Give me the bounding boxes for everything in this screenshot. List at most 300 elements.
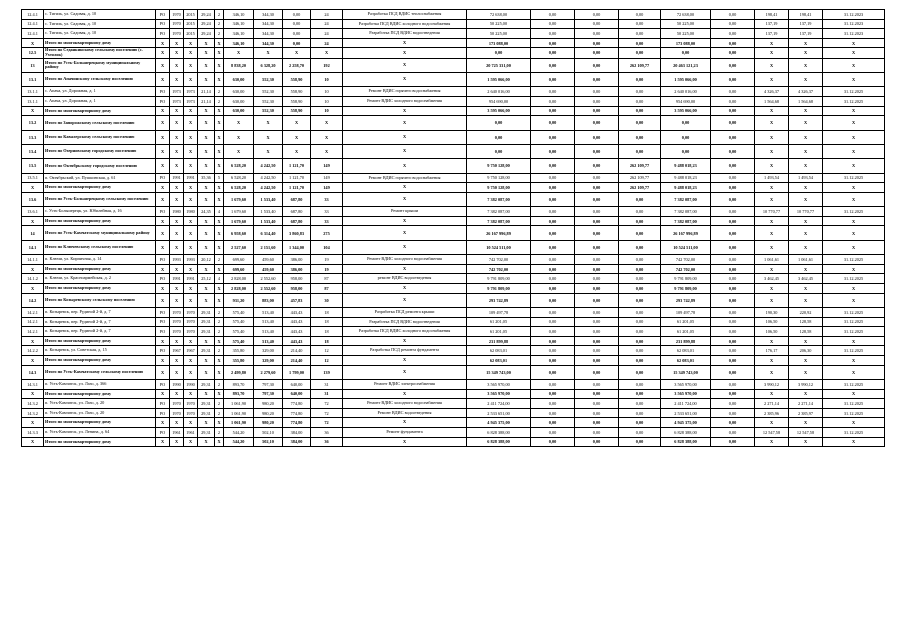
cell-wear-percent: X xyxy=(198,355,215,365)
cell-other-funds: 0,00 xyxy=(711,106,755,116)
cell-work-type: X xyxy=(343,38,467,48)
cell-row-number: 12.5 xyxy=(22,48,44,58)
cell-work-type: X xyxy=(343,293,467,307)
cell-owner-funds: 231 899,88 xyxy=(661,336,711,346)
cell-max-unit-cost: 206,30 xyxy=(789,346,823,356)
cell-floors: X xyxy=(215,355,224,365)
cell-residents: 18 xyxy=(311,327,343,337)
cell-living-area: X xyxy=(254,48,283,58)
cell-living-area: 1 533,40 xyxy=(254,216,283,226)
cell-unit-cost: X xyxy=(755,284,789,294)
cell-other-funds: 0,00 xyxy=(711,240,755,254)
subtotal-row xyxy=(22,240,885,254)
cell-local-funds: 0,00 xyxy=(619,389,661,399)
cell-address: Итого по Усть-Большерецкому сельскому поселению xyxy=(44,192,156,206)
cell-address: п. Козыревск, ул. Советская, д. 15 xyxy=(44,346,156,356)
cell-deadline: X xyxy=(823,437,885,447)
cell-row-number: 13.4 xyxy=(22,144,44,158)
cell-category: X xyxy=(156,365,170,379)
cell-other-area: 1 344,00 xyxy=(283,240,311,254)
cell-address: п. Усть-Камчатск, ул. Лазо, д. 20 xyxy=(44,408,156,418)
cell-row-number: 12.4.1 xyxy=(22,29,44,39)
cell-total-cost: 293 742,89 xyxy=(467,293,531,307)
cell-year-repair: 1970 xyxy=(184,408,198,418)
cell-work-type: X xyxy=(343,418,467,428)
cell-other-funds: 0,00 xyxy=(711,327,755,337)
cell-floors: 2 xyxy=(215,19,224,29)
cell-total-area: 630,00 xyxy=(224,87,254,97)
table-row xyxy=(22,173,885,183)
cell-residents: 24 xyxy=(311,29,343,39)
cell-max-unit-cost: X xyxy=(789,183,823,193)
cell-regional-funds: 0,00 xyxy=(575,274,619,284)
cell-floors: X xyxy=(215,183,224,193)
cell-unit-cost: 10 770,77 xyxy=(755,207,789,217)
cell-total-cost: 7 382 087,00 xyxy=(467,216,531,226)
cell-total-cost: 9 750 128,00 xyxy=(467,159,531,173)
cell-other-area: 0,00 xyxy=(283,19,311,29)
cell-floors: 2 xyxy=(215,87,224,97)
cell-residents: 149 xyxy=(311,159,343,173)
cell-other-area: X xyxy=(283,48,311,58)
cell-unit-cost: 12 547,58 xyxy=(755,427,789,437)
subtotal-row xyxy=(22,183,885,193)
cell-living-area: 4 242,50 xyxy=(254,183,283,193)
cell-owner-funds: 9 791 809,00 xyxy=(661,274,711,284)
cell-max-unit-cost: X xyxy=(789,365,823,379)
cell-owner-funds: 9 488 018,23 xyxy=(661,173,711,183)
table-row xyxy=(22,29,885,39)
cell-floors: 2 xyxy=(215,399,224,409)
cell-address: Итого по Апачинскому сельскому поселению xyxy=(44,72,156,86)
cell-wear-percent: X xyxy=(198,159,215,173)
cell-residents: 33 xyxy=(311,216,343,226)
cell-year-repair: 1990 xyxy=(184,379,198,389)
cell-max-unit-cost: X xyxy=(789,116,823,130)
table-row xyxy=(22,327,885,337)
cell-max-unit-cost: 1 564,68 xyxy=(789,96,823,106)
cell-floors: 2 xyxy=(215,10,224,20)
cell-owner-funds: 742 702,00 xyxy=(661,264,711,274)
cell-unit-cost: X xyxy=(755,389,789,399)
cell-total-cost: 1 595 066,00 xyxy=(467,72,531,86)
cell-other-area: 958,00 xyxy=(283,274,311,284)
cell-living-area: 329,00 xyxy=(254,346,283,356)
cell-year-repair: 1970 xyxy=(184,327,198,337)
cell-federal-funds: 0,00 xyxy=(531,308,575,318)
cell-work-type: X xyxy=(343,116,467,130)
cell-residents: 72 xyxy=(311,399,343,409)
cell-floors: 4 xyxy=(215,207,224,217)
cell-total-area: 630,00 xyxy=(224,72,254,86)
cell-residents: 31 xyxy=(311,379,343,389)
cell-year-repair: X xyxy=(184,284,198,294)
cell-work-type: X xyxy=(343,106,467,116)
cell-deadline: X xyxy=(823,144,885,158)
cell-category: РО xyxy=(156,10,170,20)
cell-unit-cost: X xyxy=(755,437,789,447)
cell-work-type: X xyxy=(343,72,467,86)
cell-year-built: 1961 xyxy=(170,427,184,437)
cell-address: п. Козыревск, пер. Рудиной 2-й, д. 7 xyxy=(44,308,156,318)
cell-max-unit-cost: X xyxy=(789,264,823,274)
cell-deadline: X xyxy=(823,293,885,307)
cell-floors: 2 xyxy=(215,317,224,327)
cell-year-built: 1991 xyxy=(170,173,184,183)
cell-regional-funds: 0,00 xyxy=(575,418,619,428)
cell-regional-funds: 0,00 xyxy=(575,379,619,389)
cell-other-area: 0,00 xyxy=(283,10,311,20)
cell-floors: X xyxy=(215,216,224,226)
cell-federal-funds: 0,00 xyxy=(531,19,575,29)
cell-wear-percent: X xyxy=(198,106,215,116)
cell-unit-cost: X xyxy=(755,159,789,173)
cell-floors: X xyxy=(215,284,224,294)
cell-address: Итого по Усть-Камчатскому муниципальному району xyxy=(44,226,156,240)
cell-federal-funds: 0,00 xyxy=(531,216,575,226)
cell-address: Итого по Озерновскому городскому поселению xyxy=(44,144,156,158)
cell-category: РО xyxy=(156,346,170,356)
cell-max-unit-cost: 3 990,12 xyxy=(789,379,823,389)
cell-wear-percent: X xyxy=(198,336,215,346)
cell-living-area: X xyxy=(254,144,283,158)
subtotal-row xyxy=(22,264,885,274)
cell-deadline: 31.12.2025 xyxy=(823,96,885,106)
cell-living-area: 459,60 xyxy=(254,264,283,274)
cell-other-funds: 0,00 xyxy=(711,10,755,20)
cell-deadline: X xyxy=(823,58,885,72)
cell-year-built: X xyxy=(170,336,184,346)
cell-other-area: 214,40 xyxy=(283,355,311,365)
cell-floors: 2 xyxy=(215,408,224,418)
cell-category: РО xyxy=(156,19,170,29)
cell-year-repair: X xyxy=(184,226,198,240)
cell-deadline: X xyxy=(823,418,885,428)
cell-category: X xyxy=(156,144,170,158)
cell-residents: 149 xyxy=(311,173,343,183)
cell-federal-funds: 0,00 xyxy=(531,159,575,173)
cell-row-number: 14.2.1 xyxy=(22,327,44,337)
cell-living-area: 502,10 xyxy=(254,437,283,447)
cell-other-area: 640,00 xyxy=(283,379,311,389)
cell-year-repair: X xyxy=(184,264,198,274)
cell-year-built: 1980 xyxy=(170,207,184,217)
subtotal-row xyxy=(22,144,885,158)
cell-federal-funds: 0,00 xyxy=(531,274,575,284)
cell-max-unit-cost: X xyxy=(789,106,823,116)
cell-local-funds: 0,00 xyxy=(619,365,661,379)
cell-address: Итого по Запорожскому сельскому поселению xyxy=(44,116,156,130)
cell-federal-funds: 0,00 xyxy=(531,317,575,327)
cell-row-number: X xyxy=(22,355,44,365)
cell-other-funds: 0,00 xyxy=(711,216,755,226)
cell-address: п. Усть-Камчатск, ул. Ленина, д. 64 xyxy=(44,427,156,437)
cell-work-type: ремонт ВДИС водоотведения xyxy=(343,274,467,284)
cell-year-built: 1970 xyxy=(170,29,184,39)
cell-unit-cost: X xyxy=(755,38,789,48)
cell-max-unit-cost: 2 271,14 xyxy=(789,399,823,409)
cell-living-area: 980,20 xyxy=(254,399,283,409)
cell-wear-percent: 35,36 xyxy=(198,173,215,183)
cell-max-unit-cost: X xyxy=(789,130,823,144)
cell-federal-funds: 0,00 xyxy=(531,365,575,379)
subtotal-row xyxy=(22,159,885,173)
cell-total-area: 630,00 xyxy=(224,106,254,116)
cell-work-type: X xyxy=(343,264,467,274)
cell-living-area: 513,40 xyxy=(254,327,283,337)
cell-work-type: Ремонт ВДИС водоотведения xyxy=(343,408,467,418)
cell-deadline: X xyxy=(823,106,885,116)
cell-floors: 4 xyxy=(215,274,224,284)
cell-row-number: 13.1 xyxy=(22,72,44,86)
cell-floors: X xyxy=(215,264,224,274)
cell-unit-cost: X xyxy=(755,365,789,379)
cell-residents: 31 xyxy=(311,389,343,399)
cell-owner-funds: 50 225,00 xyxy=(661,29,711,39)
cell-owner-funds: 62 083,01 xyxy=(661,355,711,365)
cell-total-area: 893,70 xyxy=(224,379,254,389)
cell-federal-funds: 0,00 xyxy=(531,87,575,97)
cell-total-cost: 2 640 016,00 xyxy=(467,87,531,97)
cell-wear-percent: 21,14 xyxy=(198,87,215,97)
cell-total-cost: 6 828 388,00 xyxy=(467,437,531,447)
subtotal-row xyxy=(22,355,885,365)
cell-year-repair: 1970 xyxy=(184,399,198,409)
cell-total-area: 1 061,90 xyxy=(224,408,254,418)
cell-residents: 12 xyxy=(311,346,343,356)
cell-owner-funds: 954 690,00 xyxy=(661,96,711,106)
cell-living-area: 552,30 xyxy=(254,96,283,106)
table-body xyxy=(22,10,885,447)
cell-regional-funds: 0,00 xyxy=(575,240,619,254)
cell-row-number: X xyxy=(22,437,44,447)
cell-other-funds: 0,00 xyxy=(711,264,755,274)
cell-unit-cost: X xyxy=(755,48,789,58)
cell-residents: 24 xyxy=(311,38,343,48)
cell-max-unit-cost: X xyxy=(789,72,823,86)
cell-living-area: X xyxy=(254,116,283,130)
cell-address: п. Ключи, ул. Красноармейская, д. 2 xyxy=(44,274,156,284)
cell-year-repair: X xyxy=(184,183,198,193)
cell-other-area: 443,43 xyxy=(283,336,311,346)
cell-living-area: 344,30 xyxy=(254,29,283,39)
cell-other-area: 0,00 xyxy=(283,29,311,39)
cell-total-area: 2 828,00 xyxy=(224,284,254,294)
cell-max-unit-cost: 137,19 xyxy=(789,19,823,29)
cell-wear-percent: X xyxy=(198,192,215,206)
cell-floors: X xyxy=(215,72,224,86)
cell-total-cost: 62 083,01 xyxy=(467,355,531,365)
cell-max-unit-cost: 4 326,37 xyxy=(789,87,823,97)
cell-other-funds: 0,00 xyxy=(711,38,755,48)
cell-work-type: X xyxy=(343,216,467,226)
cell-owner-funds: 3 565 970,00 xyxy=(661,379,711,389)
cell-max-unit-cost: X xyxy=(789,336,823,346)
cell-other-funds: 0,00 xyxy=(711,255,755,265)
cell-owner-funds: 7 382 087,00 xyxy=(661,207,711,217)
subtotal-row xyxy=(22,130,885,144)
cell-year-repair: X xyxy=(184,48,198,58)
cell-category: X xyxy=(156,418,170,428)
cell-floors: X xyxy=(215,106,224,116)
cell-floors: X xyxy=(215,293,224,307)
cell-max-unit-cost: X xyxy=(789,216,823,226)
cell-row-number: 14.3.2 xyxy=(22,408,44,418)
subtotal-row xyxy=(22,48,885,58)
cell-address: с. Тигиль, ул. Садовая, д. 10 xyxy=(44,29,156,39)
cell-regional-funds: 0,00 xyxy=(575,408,619,418)
cell-wear-percent: 29,31 xyxy=(198,317,215,327)
cell-total-area: 699,60 xyxy=(224,264,254,274)
cell-address: Итого по Усть-Камчатскому сельскому поселению xyxy=(44,365,156,379)
cell-residents: X xyxy=(311,130,343,144)
cell-year-built: 1973 xyxy=(170,87,184,97)
cell-local-funds: 0,00 xyxy=(619,87,661,97)
cell-residents: 87 xyxy=(311,284,343,294)
cell-local-funds: 0,00 xyxy=(619,346,661,356)
cell-other-area: 774,80 xyxy=(283,418,311,428)
cell-other-funds: 0,00 xyxy=(711,317,755,327)
cell-unit-cost: X xyxy=(755,58,789,72)
cell-owner-funds: 7 382 087,00 xyxy=(661,216,711,226)
cell-total-cost: 72 638,00 xyxy=(467,10,531,20)
cell-floors: 2 xyxy=(215,379,224,389)
cell-deadline: X xyxy=(823,389,885,399)
cell-federal-funds: 0,00 xyxy=(531,408,575,418)
cell-address: с. Тигиль, ул. Садовая, д. 10 xyxy=(44,10,156,20)
cell-owner-funds: 4 945 375,00 xyxy=(661,418,711,428)
cell-other-funds: 0,00 xyxy=(711,116,755,130)
cell-unit-cost: 137,19 xyxy=(755,19,789,29)
cell-row-number: 13 xyxy=(22,58,44,72)
table-row xyxy=(22,255,885,265)
cell-deadline: X xyxy=(823,240,885,254)
cell-floors: 5 xyxy=(215,173,224,183)
cell-category: X xyxy=(156,264,170,274)
cell-work-type: Ремонт ВДИС горячего водоснабжения xyxy=(343,87,467,97)
cell-category: РО xyxy=(156,427,170,437)
cell-local-funds: 0,00 xyxy=(619,130,661,144)
cell-residents: 72 xyxy=(311,408,343,418)
cell-owner-funds: 2 411 724,00 xyxy=(661,399,711,409)
cell-max-unit-cost: 2 385,97 xyxy=(789,408,823,418)
table-row xyxy=(22,207,885,217)
cell-other-area: 774,80 xyxy=(283,399,311,409)
cell-owner-funds: 61 201,05 xyxy=(661,317,711,327)
cell-total-cost: 231 899,88 xyxy=(467,336,531,346)
cell-row-number: 13.5 xyxy=(22,159,44,173)
cell-federal-funds: 0,00 xyxy=(531,173,575,183)
cell-work-type: X xyxy=(343,437,467,447)
cell-address: Итого по многоквартирному дому xyxy=(44,183,156,193)
cell-total-area: X xyxy=(224,130,254,144)
cell-regional-funds: 0,00 xyxy=(575,116,619,130)
cell-total-cost: 2 533 651,00 xyxy=(467,408,531,418)
cell-living-area: 797,30 xyxy=(254,379,283,389)
cell-federal-funds: 0,00 xyxy=(531,144,575,158)
cell-other-funds: 0,00 xyxy=(711,336,755,346)
cell-other-funds: 0,00 xyxy=(711,159,755,173)
cell-floors: X xyxy=(215,240,224,254)
cell-federal-funds: 0,00 xyxy=(531,226,575,240)
cell-living-area: 883,00 xyxy=(254,293,283,307)
cell-owner-funds: 15 349 743,00 xyxy=(661,365,711,379)
cell-total-area: 893,70 xyxy=(224,389,254,399)
cell-deadline: 31.12.2025 xyxy=(823,87,885,97)
cell-floors: X xyxy=(215,144,224,158)
cell-total-cost: 2 411 724,00 xyxy=(467,399,531,409)
cell-local-funds: 0,00 xyxy=(619,38,661,48)
cell-other-area: 214,40 xyxy=(283,346,311,356)
cell-other-funds: 0,00 xyxy=(711,72,755,86)
cell-year-built: 1991 xyxy=(170,274,184,284)
cell-work-type: X xyxy=(343,48,467,58)
cell-federal-funds: 0,00 xyxy=(531,96,575,106)
cell-deadline: 31.12.2025 xyxy=(823,274,885,284)
cell-address: Итого по многоквартирному дому xyxy=(44,336,156,346)
cell-residents: 10 xyxy=(311,72,343,86)
cell-category: X xyxy=(156,389,170,399)
cell-residents: 10 xyxy=(311,106,343,116)
cell-federal-funds: 0,00 xyxy=(531,38,575,48)
cell-local-funds: 0,00 xyxy=(619,144,661,158)
cell-other-area: 558,90 xyxy=(283,96,311,106)
cell-local-funds: 0,00 xyxy=(619,96,661,106)
cell-other-funds: 0,00 xyxy=(711,293,755,307)
cell-unit-cost: X xyxy=(755,293,789,307)
cell-year-repair: 1973 xyxy=(184,96,198,106)
cell-max-unit-cost: X xyxy=(789,48,823,58)
cell-row-number: 14.3.2 xyxy=(22,399,44,409)
cell-wear-percent: X xyxy=(198,365,215,379)
cell-wear-percent: X xyxy=(198,183,215,193)
cell-regional-funds: 0,00 xyxy=(575,38,619,48)
cell-other-area: 384,00 xyxy=(283,437,311,447)
cell-year-repair: X xyxy=(184,389,198,399)
cell-living-area: 344,30 xyxy=(254,19,283,29)
cell-row-number: 13.1.1 xyxy=(22,96,44,106)
cell-other-funds: 0,00 xyxy=(711,58,755,72)
cell-work-type: Ремонт ВДИС холодного водоснабжения xyxy=(343,399,467,409)
cell-federal-funds: 0,00 xyxy=(531,264,575,274)
cell-unit-cost: X xyxy=(755,106,789,116)
cell-other-area: X xyxy=(283,116,311,130)
cell-other-area: 2 258,70 xyxy=(283,58,311,72)
cell-residents: 30 xyxy=(311,293,343,307)
cell-federal-funds: 0,00 xyxy=(531,437,575,447)
cell-other-funds: 0,00 xyxy=(711,144,755,158)
cell-deadline: X xyxy=(823,284,885,294)
cell-other-area: 558,90 xyxy=(283,87,311,97)
cell-address: Итого по многоквартирному дому xyxy=(44,418,156,428)
cell-row-number: 13.3 xyxy=(22,130,44,144)
cell-address: Итого по Усть-Большерецкому муниципальному району xyxy=(44,58,156,72)
cell-work-type: Разработка ПСД ВДИС холодного водоснабжения xyxy=(343,327,467,337)
cell-floors: 2 xyxy=(215,346,224,356)
cell-deadline: X xyxy=(823,336,885,346)
subtotal-row xyxy=(22,192,885,206)
cell-other-area: X xyxy=(283,144,311,158)
cell-year-repair: 1967 xyxy=(184,346,198,356)
cell-residents: 104 xyxy=(311,240,343,254)
cell-regional-funds: 0,00 xyxy=(575,365,619,379)
cell-max-unit-cost: 3 462,45 xyxy=(789,274,823,284)
cell-residents: 139 xyxy=(311,365,343,379)
cell-year-built: X xyxy=(170,72,184,86)
cell-deadline: 31.12.2023 xyxy=(823,29,885,39)
cell-regional-funds: 0,00 xyxy=(575,173,619,183)
table-row xyxy=(22,408,885,418)
